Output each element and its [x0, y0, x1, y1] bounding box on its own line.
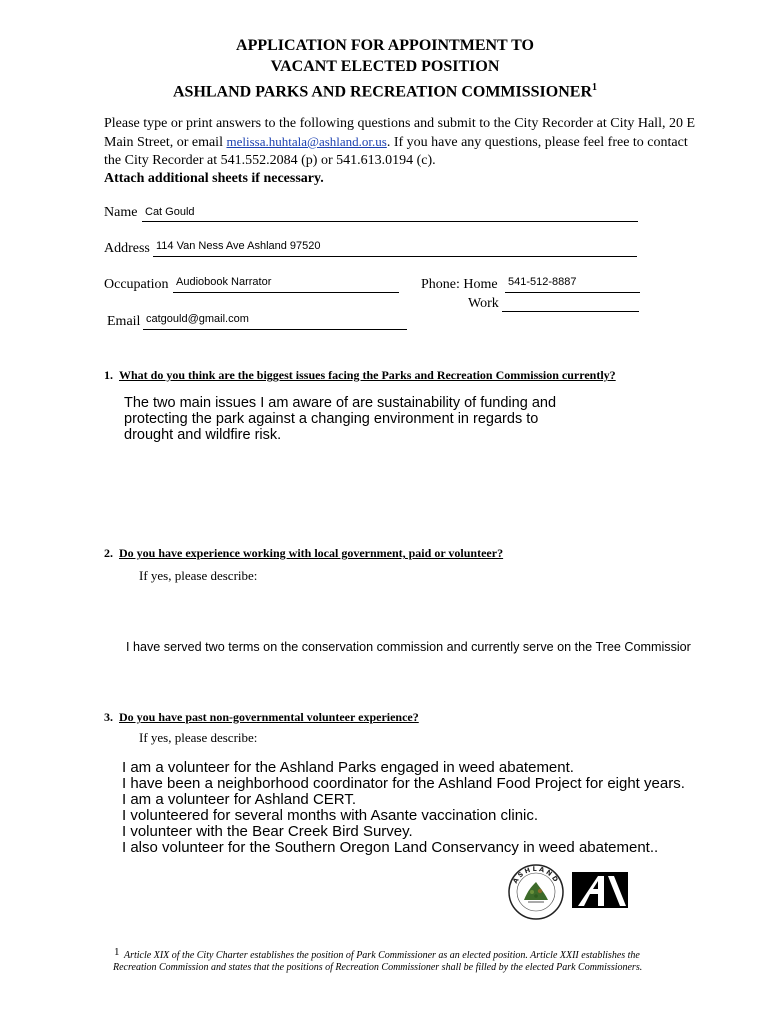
title-footnote-mark: 1: [592, 82, 597, 93]
intro-text-1: Please type or print answers to the following questions and submit to the City Recorder at City Hall, 20 E Main Street, or email: [104, 116, 696, 150]
title-line-2: VACANT ELECTED POSITION: [270, 58, 500, 75]
answer-2-line: I have served two terms on the conservation commission and currently serve on the Tree Commissior: [126, 640, 691, 654]
title-line-1: APPLICATION FOR APPOINTMENT TO: [236, 37, 534, 54]
attach-note: Attach additional sheets if necessary.: [104, 171, 324, 186]
answer-3-line: I am a volunteer for the Ashland Parks engaged in weed abatement.: [122, 759, 574, 776]
answer-2[interactable]: [126, 640, 770, 654]
name-field-line: [142, 221, 638, 222]
footnote-line-1: Article XIX of the City Charter establishes the position of Park Commissioner as an elected position. Article XXII establishes the: [124, 950, 640, 961]
question-3: [104, 710, 419, 725]
seal-text: ASHLAND: [511, 864, 561, 885]
question-1: [104, 368, 616, 383]
occupation-field[interactable]: Audiobook Narrator: [176, 276, 272, 288]
question-3-text: Do you have past non-governmental volunteer experience?: [119, 710, 419, 724]
question-3-sub: If yes, please describe:: [139, 730, 258, 745]
occupation-field-line: [173, 292, 399, 293]
phone-home-label: Phone: Home: [421, 277, 498, 292]
answer-3-line: I am a volunteer for Ashland CERT.: [122, 791, 357, 808]
question-1-text: What do you think are the biggest issues facing the Parks and Recreation Commission currently?: [119, 368, 616, 382]
answer-1[interactable]: [124, 395, 556, 443]
question-2-sub: If yes, please describe:: [139, 568, 258, 583]
question-1-number: 1.: [104, 368, 113, 382]
address-field[interactable]: 114 Van Ness Ave Ashland 97520: [156, 240, 321, 252]
answer-3-line: I have been a neighborhood coordinator for the Ashland Food Project for eight years.: [122, 775, 685, 792]
email-field-line: [143, 329, 407, 330]
a-logo: [572, 872, 628, 908]
footnote-text-2: [113, 962, 753, 974]
ashland-seal-logo: [506, 862, 566, 922]
email-label: Email: [107, 314, 141, 329]
work-label: Work: [468, 296, 499, 311]
recorder-email-link[interactable]: melissa.huhtala@ashland.or.us: [226, 134, 387, 149]
phone-home-field-line: [505, 292, 640, 293]
answer-1-line: protecting the park against a changing environment in regards to: [124, 411, 539, 427]
work-field-line: [502, 311, 639, 312]
address-field-line: [153, 256, 637, 257]
ashland-seal-icon: [506, 862, 566, 922]
intro-paragraph: [104, 115, 704, 188]
email-field[interactable]: catgould@gmail.com: [146, 313, 249, 325]
address-label: Address: [104, 241, 150, 256]
answer-3-line: I volunteered for several months with Asante vaccination clinic.: [122, 807, 539, 824]
title-line-3: [0, 77, 770, 102]
question-2-number: 2.: [104, 546, 113, 560]
name-label: Name: [104, 205, 138, 220]
question-2: [104, 546, 503, 561]
phone-home-field[interactable]: 541-512-8887: [508, 276, 577, 288]
answer-1-line: drought and wildfire risk.: [124, 427, 282, 443]
footnote-line-2: Recreation Commission and states that the positions of Recreation Commissioner shall be filled by the elected Park Commissioners.: [113, 962, 643, 973]
a-logo-icon: [572, 872, 628, 908]
answer-3[interactable]: [122, 760, 685, 856]
title-line-3-text: ASHLAND PARKS AND RECREATION COMMISSIONER: [172, 83, 592, 101]
answer-1-line: The two main issues I am aware of are sustainability of funding and: [124, 395, 557, 411]
question-3-number: 3.: [104, 710, 113, 724]
name-field[interactable]: Cat Gould: [145, 206, 195, 218]
question-2-text: Do you have experience working with local government, paid or volunteer?: [119, 546, 504, 560]
answer-3-line: I also volunteer for the Southern Oregon Land Conservancy in weed abatement..: [122, 839, 659, 856]
intro-text-2: . If you have any questions, please feel free to contact the City Recorder at 541.552.2084 (p) or 541.613.0194 (c).: [104, 135, 688, 168]
footnote-mark: 1: [114, 946, 120, 958]
occupation-label: Occupation: [104, 277, 169, 292]
footnote-text: [124, 950, 744, 962]
answer-3-line: I volunteer with the Bear Creek Bird Survey.: [122, 823, 413, 840]
